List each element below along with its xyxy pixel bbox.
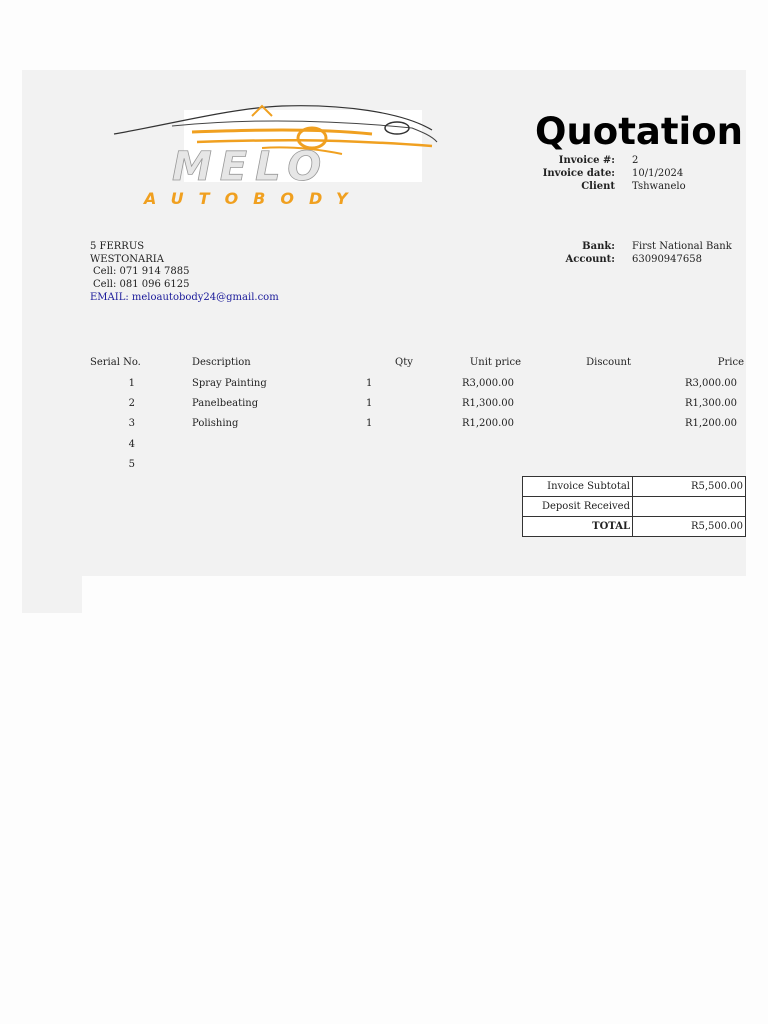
row-serial: 3 [128, 418, 135, 429]
row-description: Spray Painting [192, 378, 267, 389]
row-unit-price: R1,300.00 [461, 398, 514, 409]
invoice-date-label: Invoice date: [542, 168, 615, 179]
deposit-label: Deposit Received [523, 497, 633, 517]
document-title: Quotation [535, 110, 743, 153]
client-value: Tshwanelo [632, 181, 686, 192]
total-row [523, 517, 746, 537]
row-price: R1,200.00 [684, 418, 737, 429]
bank-label: Bank: [582, 241, 615, 252]
invoice-number-label: Invoice #: [558, 155, 615, 166]
account-value: 63090947658 [632, 254, 702, 265]
logo-wordmark: MELO [172, 144, 330, 190]
address-line1: 5 FERRUS [90, 241, 145, 252]
totals-table [522, 476, 746, 537]
header-price: Price [717, 357, 744, 368]
row-serial: 4 [128, 439, 135, 450]
deposit-row [523, 497, 746, 517]
subtotal-value: R5,500.00 [633, 477, 746, 497]
invoice-date-value: 10/1/2024 [632, 168, 684, 179]
row-serial: 2 [128, 398, 135, 409]
total-label: TOTAL [523, 517, 633, 537]
row-serial: 5 [128, 459, 135, 470]
account-label: Account: [565, 254, 615, 265]
melo-autobody-logo [112, 102, 442, 212]
header-discount: Discount [586, 357, 631, 368]
row-unit-price: R1,200.00 [461, 418, 514, 429]
header-description: Description [192, 357, 251, 368]
invoice-number-value: 2 [632, 155, 639, 166]
row-serial: 1 [128, 378, 135, 389]
logo-subtext: AUTOBODY [144, 189, 363, 208]
subtotal-label: Invoice Subtotal [523, 477, 633, 497]
row-qty: 1 [366, 398, 373, 409]
row-description: Panelbeating [192, 398, 259, 409]
row-price: R3,000.00 [684, 378, 737, 389]
row-unit-price: R3,000.00 [461, 378, 514, 389]
address-cell1: Cell: 071 914 7885 [93, 266, 190, 277]
client-label: Client [581, 181, 615, 192]
row-price: R1,300.00 [684, 398, 737, 409]
row-qty: 1 [366, 378, 373, 389]
address-email: EMAIL: meloautobody24@gmail.com [90, 292, 279, 303]
address-cell2: Cell: 081 096 6125 [93, 279, 190, 290]
subtotal-row [523, 477, 746, 497]
header-serial: Serial No. [90, 357, 141, 368]
header-qty: Qty [395, 357, 413, 368]
deposit-value [633, 497, 746, 517]
address-line2: WESTONARIA [90, 254, 164, 265]
bank-value: First National Bank [632, 241, 732, 252]
sheet-fill [22, 576, 82, 613]
row-qty: 1 [366, 418, 373, 429]
total-value: R5,500.00 [633, 517, 746, 537]
row-description: Polishing [192, 418, 239, 429]
header-unit-price: Unit price [469, 357, 521, 368]
